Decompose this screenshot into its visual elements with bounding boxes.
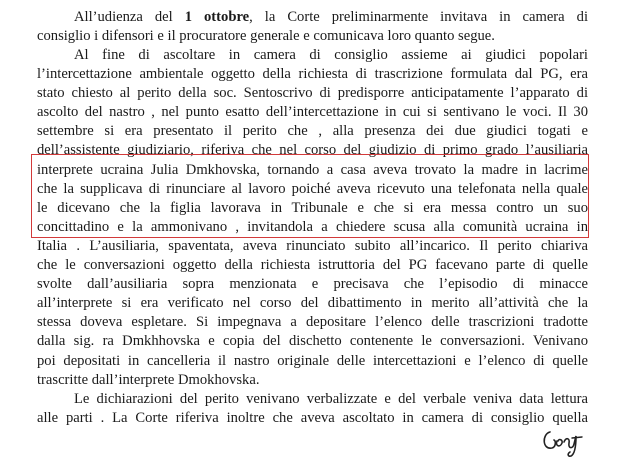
paragraph-2-line: che la supplicava di rinunciare al lavoro poiché aveva ricevuto una telefonata nella quale (37, 180, 588, 197)
paragraph-2-line: interprete ucraina Julia Dmkhovska, tornando a casa aveva trovato la madre in lacrime (37, 161, 588, 178)
paragraph-1-line-2: consiglio i difensori e il procuratore generale e comunicava loro quanto segue. (37, 28, 495, 45)
paragraph-2-line: Al fine di ascoltare in camera di consiglio assieme ai giudici popolari (74, 47, 588, 63)
paragraph-2-line: all’interprete si era verificato nel corso del dibattimento in merito all’attività che la (37, 295, 588, 312)
paragraph-2-line: svolte dall’ausiliaria sopra menzionata e precisava che l’episodio di minacce (37, 276, 588, 293)
paragraph-3 (37, 390, 588, 428)
paragraph-2-line: che le conversazioni oggetto della richiesta istruttoria del PG facevano parte di quelle (37, 257, 588, 274)
paragraph-2-line: dell’assistente giudiziario, riferiva che nel corso del giudizio di primo grado l’ausiliaria (37, 142, 588, 159)
paragraph-2-line: stessa doveva espletare. Si impegnava a depositare l’elenco delle trascrizioni tradotte (37, 314, 588, 331)
paragraph-2-line: ascolto del nastro , nel punto esatto dell’intercettazione in cui si sentivano le voci. Il 30 (37, 104, 588, 121)
paragraph-3-line: alle parti . La Corte riferiva inoltre che aveva ascoltato in camera di consiglio quella (37, 410, 588, 427)
paragraph-2-line: concittadino e la ammonivano , invitandola a chiedere scusa alla comunità ucraina in (37, 218, 588, 235)
paragraph-1 (37, 8, 588, 46)
paragraph-2-line: poi depositati in cancelleria il nastro originale delle intercettazioni e l’elenco di quelle (37, 352, 588, 369)
paragraph-2-line: settembre si era presentato il perito che , alla presenza dei due giudici togati e (37, 123, 588, 140)
paragraph-1-line-1: All’udienza del 1 ottobre, la Corte preliminarmente invitava in camera di (74, 9, 588, 25)
hearing-date: 1 ottobre (184, 9, 250, 25)
paragraph-3-line: Le dichiarazioni del perito venivano verbalizzate e del verbale veniva data lettura (74, 391, 588, 407)
paragraph-2-line: le dicevano che la figlia lavorava in Tribunale e che si era messa contro un suo (37, 199, 588, 216)
paragraph-2-line: l’intercettazione ambientale oggetto della richiesta di trascrizione formulata dal PG, era (37, 66, 588, 83)
paragraph-2 (37, 46, 588, 390)
handwritten-initials-icon (540, 424, 590, 458)
paragraph-2-line: Italia . L’ausiliaria, spaventata, aveva rinunciato subito all’incarico. Il perito chiariva (37, 237, 588, 254)
paragraph-2-line: trascritte dall’interprete Dmokhovska. (37, 371, 260, 388)
paragraph-2-line: stato chiesto al perito della soc. Sentoscrivo di predisporre anticipatamente l’apparato di (37, 85, 588, 102)
paragraph-2-line: dalla sig. ra Dmkhhovska e copia del dischetto contenente le conversazioni. Venivano (37, 333, 588, 350)
